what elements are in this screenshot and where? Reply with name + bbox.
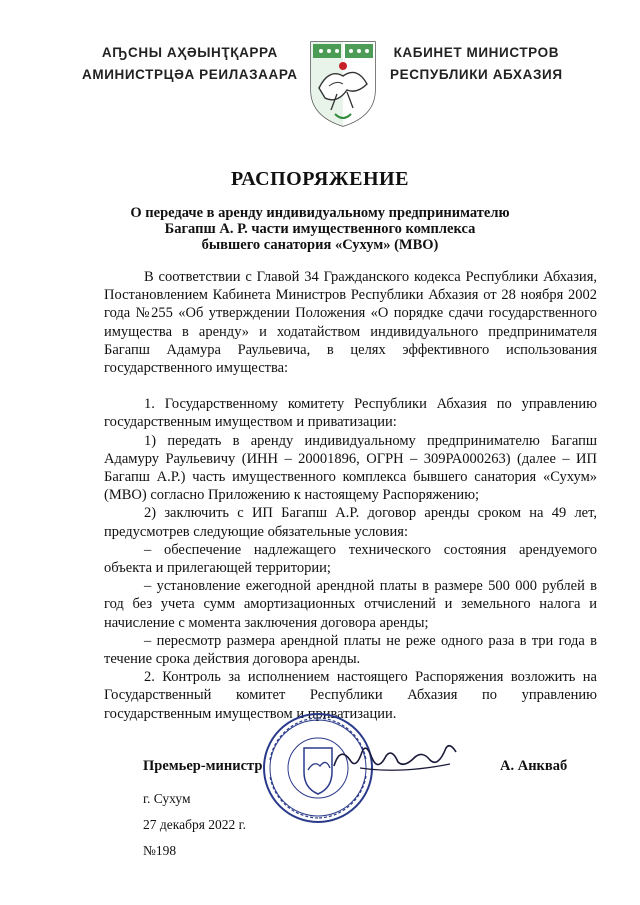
subject-line1: О передаче в аренду индивидуальному предпринимателю (130, 205, 510, 221)
condition-1: – обеспечение надлежащего технического состояния арендуемого объекта и прилегающей территории; (104, 541, 597, 577)
item-2: 2. Контроль за исполнением настоящего Распоряжения возложить на Государственный комитет Республики Абхазия по управлению государственным имуществом и приватизации. (104, 669, 597, 722)
preamble-paragraph: В соответствии с Главой 34 Гражданского кодекса Республики Абхазия, Постановлением Кабинета Министров Республики Абхазия от 28 ноября 2002 года №255 «Об утверждении Положения «О порядке сдачи государственного имущества в аренду» и ходатайством индивидуального предпринимателя Багапш Адамура Раульевича, в целях эффективного использования государственного имущества: (104, 269, 597, 377)
header-right-line2: РЕСПУБЛИКИ АБХАЗИЯ (390, 67, 563, 82)
document-place: г. Сухум (143, 791, 191, 806)
item-1-1: 1) передать в аренду индивидуальному предпринимателю Багапш Адамуру Раульевичу (ИНН – 20001896, ОГРН – 309РА000263) (далее – ИП Багапш А.Р.) часть имущественного комплекса бывшего санатория «Сухум» (МВО) согласно Приложению к настоящему Распоряжению; (104, 432, 597, 504)
subject-line3: бывшего санатория «Сухум» (МВО) (201, 237, 439, 253)
signatory-name: А. Анкваб (500, 758, 568, 774)
document-number: №198 (143, 843, 177, 858)
condition-3: – пересмотр размера арендной платы не реже одного раза в три года в течение срока действия договора аренды. (104, 632, 597, 668)
document-title: РАСПОРЯЖЕНИЕ (231, 168, 409, 190)
header-left-ab (82, 42, 298, 86)
header-right-ru (390, 42, 563, 86)
header-left-line2: АМИНИСТРЦӘА РЕИЛАЗААРА (82, 67, 298, 82)
condition-2: – установление ежегодной арендной платы в размере 500 000 рублей в год без учета сумм амортизационных отчислений и земельного налога и начисление с момента заключения договора аренды; (104, 578, 597, 631)
item-1-2: 2) заключить с ИП Багапш А.Р. договор аренды сроком на 49 лет, предусмотрев следующие обязательные условия: (104, 505, 597, 540)
signatory-role: Премьер-министр (143, 758, 263, 774)
header-right-line1: КАБИНЕТ МИНИСТРОВ (393, 45, 560, 60)
document-subject (120, 205, 520, 253)
subject-line2: Багапш А. Р. части имущественного комплекса (164, 221, 476, 237)
document-body (104, 268, 597, 723)
document-date: 27 декабря 2022 г. (143, 817, 247, 832)
abkhazia-emblem-icon (307, 38, 379, 128)
header-left-line1: АҦСНЫ АҲӘЫНҬҚАРРА (101, 45, 278, 60)
handwritten-signature-icon (330, 738, 460, 778)
item-1: 1. Государственному комитету Республики Абхазия по управлению государственным имуществом и приватизации: (104, 396, 597, 431)
